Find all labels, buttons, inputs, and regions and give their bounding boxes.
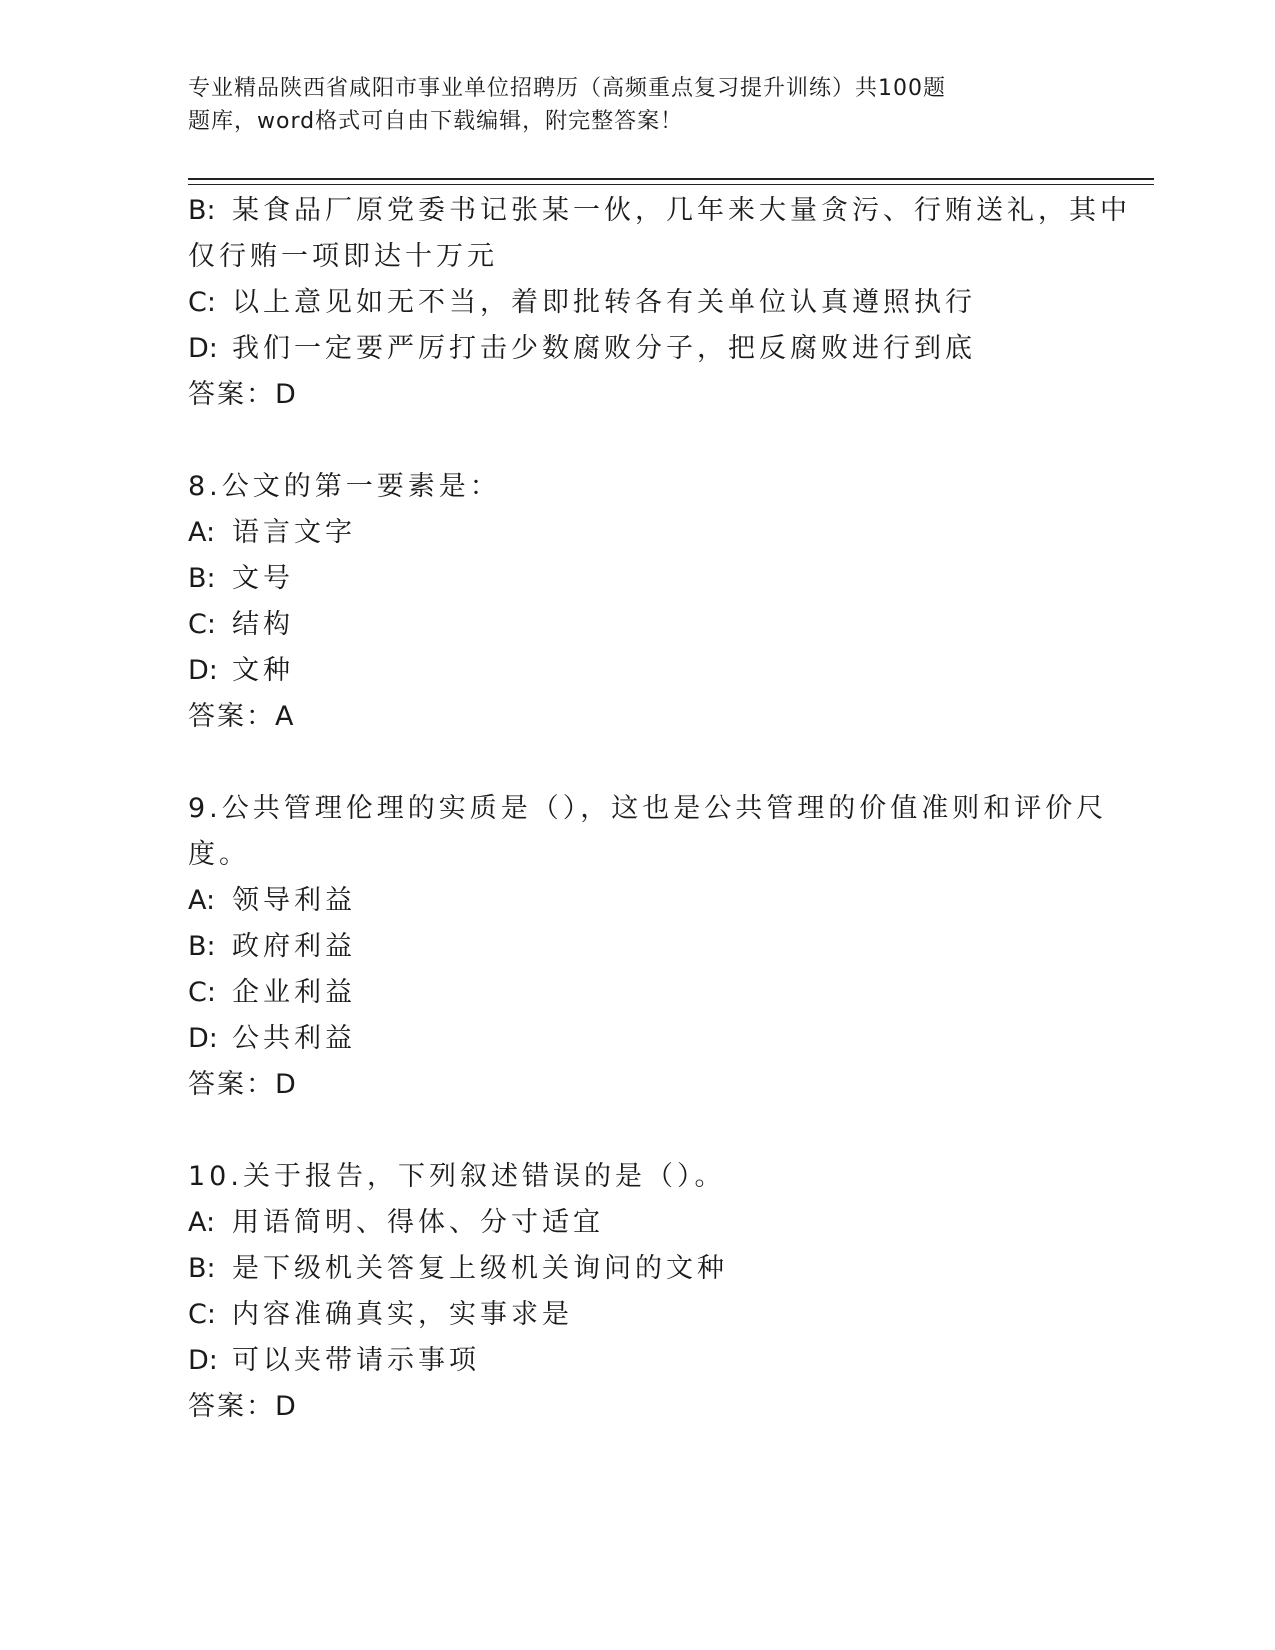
- option-b: [188, 188, 1131, 234]
- option-c: [188, 1292, 1088, 1338]
- option-letter: A:: [188, 1207, 216, 1238]
- option-letter: D:: [188, 333, 218, 364]
- option-letter: A:: [188, 885, 216, 916]
- option-text: 内容准确真实，实事求是: [232, 1299, 573, 1330]
- spacer: [188, 1108, 1088, 1154]
- question-7-tail: [188, 188, 1131, 418]
- document-header: [188, 72, 1048, 138]
- question-text: 10.关于报告，下列叙述错误的是（）。: [188, 1161, 726, 1192]
- option-letter: B:: [188, 1253, 216, 1284]
- option-text: 语言文字: [232, 517, 356, 548]
- option-b: [188, 556, 1088, 602]
- option-d: [188, 326, 1088, 372]
- option-text: 我们一定要严厉打击少数腐败分子，把反腐败进行到底: [232, 333, 976, 364]
- option-a: [188, 1200, 1088, 1246]
- answer-line: 答案：D: [188, 379, 298, 410]
- option-b-continued: 仅行贿一项即达十万元: [188, 241, 498, 272]
- option-d: [188, 1016, 1088, 1062]
- option-text: 可以夹带请示事项: [232, 1345, 480, 1376]
- option-text: 文号: [232, 563, 294, 594]
- question-text: 9.公共管理伦理的实质是（），这也是公共管理的价值准则和评价尺: [188, 793, 1108, 824]
- question-content: [188, 188, 1131, 1430]
- answer-line: 答案：D: [188, 1069, 298, 1100]
- answer-line: 答案：D: [188, 1391, 298, 1422]
- header-divider-thin: [188, 184, 1154, 185]
- answer-line: 答案：A: [188, 701, 296, 732]
- option-letter: B:: [188, 563, 216, 594]
- option-text: 结构: [232, 609, 294, 640]
- question-text-continued: 度。: [188, 839, 250, 870]
- question-10: [188, 1154, 1088, 1430]
- option-letter: C:: [188, 609, 216, 640]
- option-letter: C:: [188, 977, 216, 1008]
- header-line-1: 专业精品陕西省咸阳市事业单位招聘历（高频重点复习提升训练）共100题: [188, 76, 946, 101]
- option-d: [188, 1338, 1088, 1384]
- option-b: [188, 1246, 1088, 1292]
- option-letter: B:: [188, 931, 216, 962]
- option-text: 领导利益: [232, 885, 356, 916]
- option-letter: C:: [188, 287, 216, 318]
- option-text: 是下级机关答复上级机关询问的文种: [232, 1253, 728, 1284]
- option-letter: C:: [188, 1299, 216, 1330]
- question-text: 8.公文的第一要素是：: [188, 471, 501, 502]
- option-a: [188, 878, 1088, 924]
- option-text: 以上意见如无不当，着即批转各有关单位认真遵照执行: [232, 287, 976, 318]
- option-letter: A:: [188, 517, 216, 548]
- option-c: [188, 970, 1088, 1016]
- option-d: [188, 648, 1088, 694]
- header-divider-thick: [188, 178, 1154, 180]
- option-letter: D:: [188, 655, 218, 686]
- spacer: [188, 740, 1088, 786]
- option-text: 文种: [232, 655, 294, 686]
- option-text: 政府利益: [232, 931, 356, 962]
- question-8: [188, 464, 1088, 740]
- option-text: 企业利益: [232, 977, 356, 1008]
- option-text: 用语简明、得体、分寸适宜: [232, 1207, 604, 1238]
- option-a: [188, 510, 1088, 556]
- option-c: [188, 280, 1088, 326]
- spacer: [188, 418, 1088, 464]
- option-b: [188, 924, 1088, 970]
- option-c: [188, 602, 1088, 648]
- option-text: 公共利益: [232, 1023, 356, 1054]
- option-letter: D:: [188, 1023, 218, 1054]
- option-text: 某食品厂原党委书记张某一伙，几年来大量贪污、行贿送礼，其中: [232, 195, 1131, 226]
- question-9: [188, 786, 1108, 1108]
- option-letter: B:: [188, 195, 216, 226]
- header-line-2: 题库，word格式可自由下载编辑，附完整答案！: [188, 109, 684, 134]
- option-letter: D:: [188, 1345, 218, 1376]
